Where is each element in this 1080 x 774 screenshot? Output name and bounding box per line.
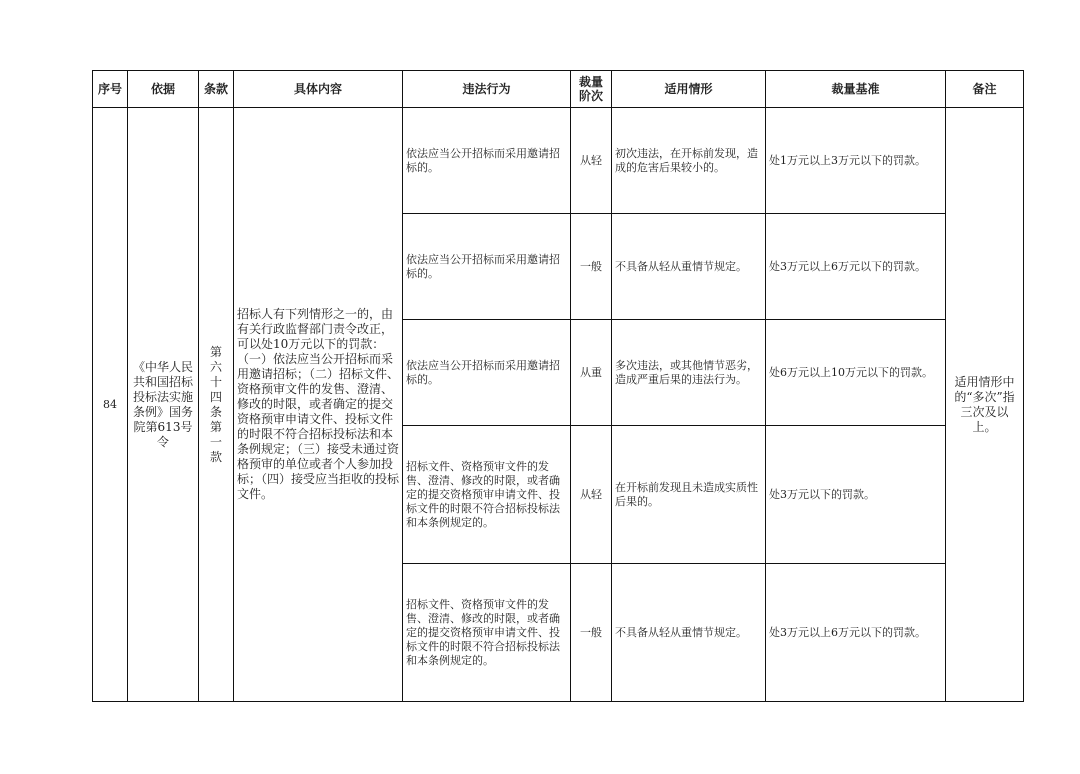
level-cell	[571, 564, 612, 702]
violation-text: 依法应当公开招标而采用邀请招标的。	[406, 358, 560, 386]
violation-text: 依法应当公开招标而采用邀请招标的。	[406, 146, 560, 174]
violation-cell	[403, 426, 571, 564]
header-clause: 条款	[199, 71, 234, 108]
record-remark-cell	[946, 108, 1024, 702]
header-basis: 依据	[128, 71, 199, 108]
standard-cell	[766, 320, 946, 426]
violation-text: 招标文件、资格预审文件的发售、澄清、修改的时限，或者确定的提交资格预审申请文件、投标文件的时限不符合招标投标法和本条例规定的。	[406, 597, 560, 667]
level-cell	[571, 108, 612, 214]
situation-cell	[612, 320, 766, 426]
standard-text: 处1万元以上3万元以下的罚款。	[769, 153, 926, 167]
standard-cell	[766, 564, 946, 702]
penalty-discretion-table	[92, 70, 1024, 702]
violation-cell	[403, 564, 571, 702]
level-text: 从重	[580, 365, 602, 379]
header-content: 具体内容	[234, 71, 403, 108]
level-text: 一般	[580, 259, 602, 273]
record-content: 招标人有下列情形之一的，由有关行政监督部门责令改正，可以处10万元以下的罚款：（一）依法应当公开招标而采用邀请招标；（二）招标文件、资格预审文件的发售、澄清、修改的时限，或者确定的提交资格预审申请文件、投标文件的时限不符合招标投标法和本条例规定；（三）接受未通过资格预审的单位或者个人参加投标；（四）接受应当拒收的投标文件。	[237, 307, 400, 501]
header-remark: 备注	[946, 71, 1024, 108]
situation-cell	[612, 108, 766, 214]
header-standard: 裁量基准	[766, 71, 946, 108]
record-basis: 《中华人民共和国招标投标法实施条例》国务院第613号令	[132, 359, 193, 449]
violation-cell	[403, 214, 571, 320]
level-text: 一般	[580, 625, 602, 639]
standard-cell	[766, 108, 946, 214]
situation-text: 初次违法，在开标前发现，造成的危害后果较小的。	[615, 146, 758, 174]
standard-text: 处3万元以上6万元以下的罚款。	[769, 625, 926, 639]
header-violation: 违法行为	[403, 71, 571, 108]
violation-cell	[403, 108, 571, 214]
standard-text: 处3万元以下的罚款。	[769, 487, 875, 501]
record-number-cell	[93, 108, 128, 702]
level-text: 从轻	[580, 487, 602, 501]
level-cell	[571, 320, 612, 426]
standard-cell	[766, 426, 946, 564]
violation-text: 依法应当公开招标而采用邀请招标的。	[406, 252, 560, 280]
record-number: 84	[103, 397, 117, 411]
header-row	[93, 71, 1024, 108]
level-cell	[571, 426, 612, 564]
situation-text: 多次违法，或其他情节恶劣，造成严重后果的违法行为。	[615, 358, 758, 386]
header-situation: 适用情形	[612, 71, 766, 108]
situation-text: 不具备从轻从重情节规定。	[615, 259, 747, 273]
header-level: 裁量 阶次	[571, 71, 612, 108]
record-clause: 第六十四条第一款	[209, 344, 222, 464]
record-clause-cell	[199, 108, 234, 702]
table-row	[93, 108, 1024, 214]
header-number: 序号	[93, 71, 128, 108]
situation-cell	[612, 426, 766, 564]
violation-cell	[403, 320, 571, 426]
record-basis-cell	[128, 108, 199, 702]
situation-cell	[612, 214, 766, 320]
record-content-cell	[234, 108, 403, 702]
standard-text: 处3万元以上6万元以下的罚款。	[769, 259, 926, 273]
record-remark: 适用情形中的“多次”指三次及以上。	[954, 374, 1015, 434]
level-cell	[571, 214, 612, 320]
situation-text: 在开标前发现且未造成实质性后果的。	[615, 480, 758, 508]
violation-text: 招标文件、资格预审文件的发售、澄清、修改的时限，或者确定的提交资格预审申请文件、投标文件的时限不符合招标投标法和本条例规定的。	[406, 459, 560, 529]
standard-text: 处6万元以上10万元以下的罚款。	[769, 365, 933, 379]
situation-cell	[612, 564, 766, 702]
standard-cell	[766, 214, 946, 320]
level-text: 从轻	[580, 153, 602, 167]
situation-text: 不具备从轻从重情节规定。	[615, 625, 747, 639]
